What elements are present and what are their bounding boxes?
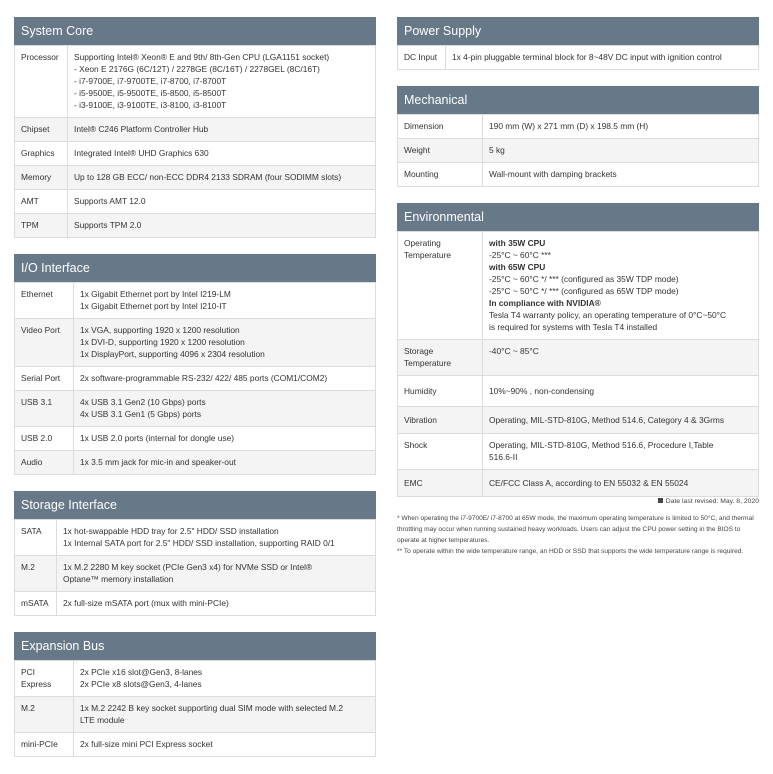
- table-row: [398, 46, 759, 70]
- label-line: Temperature: [404, 250, 452, 260]
- right-column: [397, 17, 759, 513]
- io-interface-section: [14, 254, 376, 475]
- row-label: mSATA: [15, 592, 57, 616]
- row-label: [15, 661, 74, 697]
- table-row: [15, 391, 376, 427]
- mechanical-table: [397, 114, 759, 187]
- value-line: -25°C ~ 50°C */ *** (configured as 65W TDP mode): [489, 286, 679, 296]
- value-line: LTE module: [80, 715, 125, 725]
- row-value: 190 mm (W) x 271 mm (D) x 198.5 mm (H): [483, 115, 759, 139]
- row-value: 5 kg: [483, 139, 759, 163]
- table-row: [15, 319, 376, 367]
- row-label: USB 2.0: [15, 427, 74, 451]
- expansion-bus-section: [14, 632, 376, 757]
- label-line: PCI: [21, 667, 35, 677]
- label-line: Operating: [404, 238, 441, 248]
- table-row: [398, 163, 759, 187]
- value-line: 1x Internal SATA port for 2.5" HDD/ SSD installation, supporting RAID 0/1: [63, 538, 335, 548]
- row-value: Up to 128 GB ECC/ non-ECC DDR4 2133 SDRAM (four SODIMM slots): [68, 166, 376, 190]
- section-title: Storage Interface: [14, 491, 376, 519]
- environmental-table: [397, 231, 759, 497]
- section-title: Environmental: [397, 203, 759, 231]
- row-label: AMT: [15, 190, 68, 214]
- value-line: with 35W CPU: [489, 238, 546, 248]
- power-supply-section: [397, 17, 759, 70]
- table-row: [15, 283, 376, 319]
- value-line: -25°C ~ 60°C ***: [489, 250, 551, 260]
- row-value: 2x full-size mSATA port (mux with mini-PCIe): [57, 592, 376, 616]
- row-label: SATA: [15, 520, 57, 556]
- row-value: [57, 520, 376, 556]
- power-supply-table: [397, 45, 759, 70]
- section-title: Power Supply: [397, 17, 759, 45]
- table-row: [398, 376, 759, 407]
- row-value: Wall-mount with damping brackets: [483, 163, 759, 187]
- row-value: Integrated Intel® UHD Graphics 630: [68, 142, 376, 166]
- expansion-bus-table: [14, 660, 376, 757]
- row-label: Chipset: [15, 118, 68, 142]
- row-label: USB 3.1: [15, 391, 74, 427]
- table-row: [398, 434, 759, 470]
- revision-date-text: Date last revised: May. 8, 2020: [665, 498, 759, 505]
- row-label: M.2: [15, 697, 74, 733]
- system-core-table: [14, 45, 376, 238]
- row-value: [68, 46, 376, 118]
- row-label: [398, 232, 483, 340]
- table-row: [15, 661, 376, 697]
- value-line: - i3-9100E, i3-9100TE, i3-8100, i3-8100T: [74, 100, 227, 110]
- row-value: [74, 661, 376, 697]
- row-value: Supports AMT 12.0: [68, 190, 376, 214]
- table-row: [398, 115, 759, 139]
- row-value: Operating, MIL-STD-810G, Method 514.6, Category 4 & 3Grms: [483, 407, 759, 434]
- value-line: 4x USB 3.1 Gen1 (5 Gbps) ports: [80, 409, 202, 419]
- row-value: [74, 283, 376, 319]
- table-row: [398, 232, 759, 340]
- row-value: 10%~90% , non-condensing: [483, 376, 759, 407]
- section-title: I/O Interface: [14, 254, 376, 282]
- value-line: 1x M.2 2280 M key socket (PCIe Gen3 x4) for NVMe SSD or Intel®: [63, 562, 313, 572]
- storage-interface-table: [14, 519, 376, 616]
- value-line: 1x DisplayPort, supporting 4096 x 2304 resolution: [80, 349, 265, 359]
- row-value: 2x full-size mini PCI Express socket: [74, 733, 376, 757]
- row-label: Audio: [15, 451, 74, 475]
- table-row: [398, 470, 759, 497]
- square-bullet-icon: [658, 498, 663, 503]
- row-value: 1x USB 2.0 ports (internal for dongle use): [74, 427, 376, 451]
- label-line: Temperature: [404, 358, 452, 368]
- row-label: Memory: [15, 166, 68, 190]
- row-label: Graphics: [15, 142, 68, 166]
- row-value: CE/FCC Class A, according to EN 55032 & EN 55024: [483, 470, 759, 497]
- row-label: Ethernet: [15, 283, 74, 319]
- mechanical-section: [397, 86, 759, 187]
- table-row: [15, 142, 376, 166]
- row-value: [74, 697, 376, 733]
- row-label: [398, 340, 483, 376]
- value-line: Supporting Intel® Xeon® E and 9th/ 8th-Gen CPU (LGA1151 socket): [74, 52, 330, 62]
- table-row: [15, 733, 376, 757]
- table-row: [398, 139, 759, 163]
- table-row: [15, 556, 376, 592]
- value-line: - i5-9500E, i5-9500TE, i5-8500, i5-8500T: [74, 88, 227, 98]
- label-line: Express: [21, 679, 52, 689]
- row-label: Processor: [15, 46, 68, 118]
- left-column: [14, 17, 376, 773]
- row-label: TPM: [15, 214, 68, 238]
- value-line: 2x PCIe x16 slot@Gen3, 8-lanes: [80, 667, 203, 677]
- row-label: EMC: [398, 470, 483, 497]
- table-row: [15, 46, 376, 118]
- row-value: [74, 391, 376, 427]
- row-value: 1x 4-pin pluggable terminal block for 8~48V DC input with ignition control: [446, 46, 759, 70]
- system-core-section: [14, 17, 376, 238]
- value-line: with 65W CPU: [489, 262, 546, 272]
- row-label: M.2: [15, 556, 57, 592]
- row-label: DC Input: [398, 46, 446, 70]
- value-line: 516.6-II: [489, 452, 518, 462]
- row-label: Mounting: [398, 163, 483, 187]
- row-value: Supports TPM 2.0: [68, 214, 376, 238]
- row-value: 2x software-programmable RS-232/ 422/ 485 ports (COM1/COM2): [74, 367, 376, 391]
- footnote-line: operate at higher temperatures.: [397, 537, 490, 544]
- value-line: 1x Gigabit Ethernet port by Intel I210-IT: [80, 301, 227, 311]
- revision-date: [397, 496, 759, 507]
- row-value: [74, 319, 376, 367]
- value-line: Optane™ memory installation: [63, 574, 174, 584]
- storage-interface-section: [14, 491, 376, 616]
- table-row: [398, 407, 759, 434]
- table-row: [15, 451, 376, 475]
- value-line: 1x M.2 2242 B key socket supporting dual SIM mode with selected M.2: [80, 703, 344, 713]
- value-line: - i7-9700E, i7-9700TE, i7-8700, i7-8700T: [74, 76, 227, 86]
- section-title: Expansion Bus: [14, 632, 376, 660]
- row-label: Weight: [398, 139, 483, 163]
- table-row: [15, 190, 376, 214]
- value-line: is required for systems with Tesla T4 installed: [489, 322, 658, 332]
- table-row: [15, 427, 376, 451]
- section-title: System Core: [14, 17, 376, 45]
- row-value: [483, 232, 759, 340]
- table-row: [398, 340, 759, 376]
- value-line: 1x Gigabit Ethernet port by Intel I219-LM: [80, 289, 231, 299]
- table-row: [15, 367, 376, 391]
- footnote-line: throttling may occur when running sustained heavy workloads. Users can adjust the CPU power setting in the BIOS to: [397, 526, 741, 533]
- row-label: Vibration: [398, 407, 483, 434]
- table-row: [15, 166, 376, 190]
- table-row: [15, 214, 376, 238]
- row-value: Intel® C246 Platform Controller Hub: [68, 118, 376, 142]
- value-line: - Xeon E 2176G (6C/12T) / 2278GE (8C/16T) / 2278GEL (8C/16T): [74, 64, 320, 74]
- value-line: 1x hot-swappable HDD tray for 2.5" HDD/ SSD installation: [63, 526, 279, 536]
- footnote-line: ** To operate within the wide temperature range, an HDD or SSD that supports the wide temperature range is required.: [397, 548, 744, 555]
- row-label: Serial Port: [15, 367, 74, 391]
- io-interface-table: [14, 282, 376, 475]
- section-title: Mechanical: [397, 86, 759, 114]
- value-line: 4x USB 3.1 Gen2 (10 Gbps) ports: [80, 397, 206, 407]
- row-value: -40°C ~ 85°C: [483, 340, 759, 376]
- row-label: mini-PCIe: [15, 733, 74, 757]
- footnote-line: * When operating the i7-9700E/ i7-8700 at 65W mode, the maximum operating temperature is limited to 50°C, and thermal: [397, 515, 754, 522]
- table-row: [15, 592, 376, 616]
- row-value: [57, 556, 376, 592]
- table-row: [15, 520, 376, 556]
- value-line: 1x DVI-D, supporting 1920 x 1200 resolution: [80, 337, 245, 347]
- table-row: [15, 118, 376, 142]
- row-value: [483, 434, 759, 470]
- footnotes: [397, 496, 759, 557]
- value-line: In compliance with NVIDIA®: [489, 298, 601, 308]
- value-line: 1x VGA, supporting 1920 x 1200 resolution: [80, 325, 240, 335]
- table-row: [15, 697, 376, 733]
- row-label: Dimension: [398, 115, 483, 139]
- value-line: Tesla T4 warranty policy, an operating temperature of 0°C~50°C: [489, 310, 727, 320]
- label-line: Storage: [404, 346, 434, 356]
- value-line: -25°C ~ 60°C */ *** (configured as 35W TDP mode): [489, 274, 679, 284]
- value-line: 2x PCIe x8 slots@Gen3, 4-lanes: [80, 679, 202, 689]
- environmental-section: [397, 203, 759, 497]
- row-label: Shock: [398, 434, 483, 470]
- row-label: Video Port: [15, 319, 74, 367]
- value-line: Operating, MIL-STD-810G, Method 516.6, Procedure I,Table: [489, 440, 714, 450]
- row-value: 1x 3.5 mm jack for mic-in and speaker-out: [74, 451, 376, 475]
- row-label: Humidity: [398, 376, 483, 407]
